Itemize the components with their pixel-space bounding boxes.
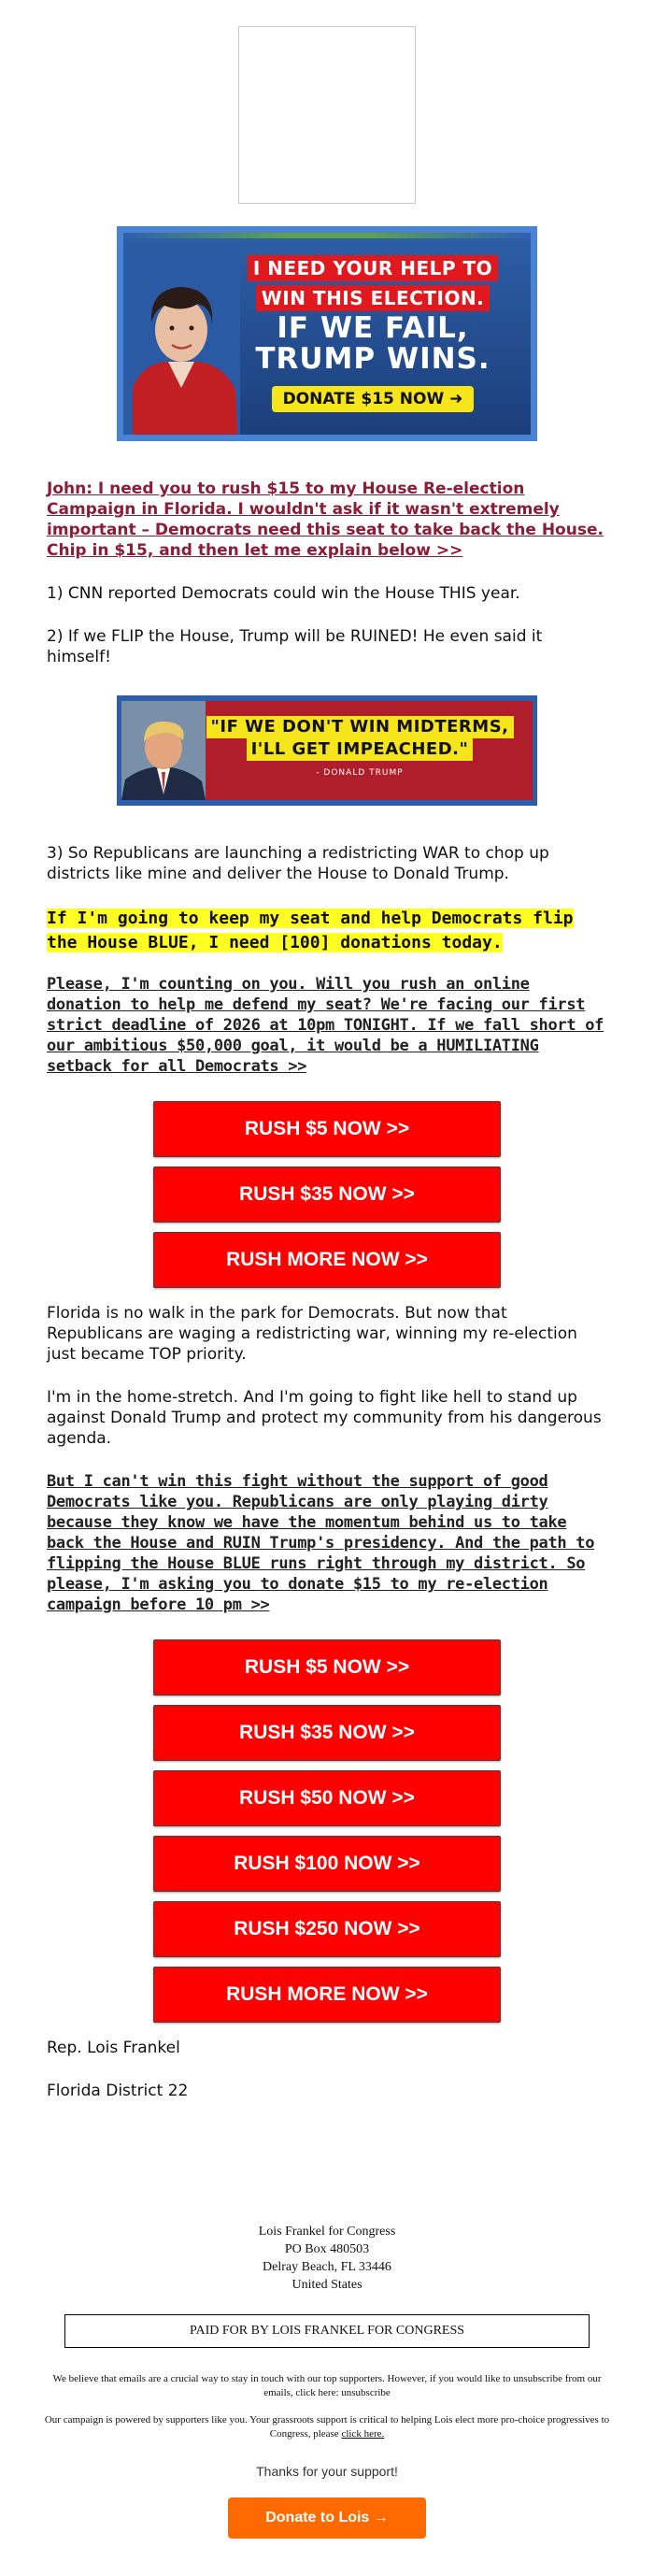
progressive-click-here-link[interactable]: click here.	[341, 2428, 385, 2440]
rush-50-button[interactable]: RUSH $50 NOW >>	[153, 1770, 501, 1826]
hero-banner-link[interactable]	[117, 226, 537, 441]
highlight-paragraph	[47, 907, 607, 955]
letter-content-3	[0, 1303, 654, 1615]
rush-35-button[interactable]: RUSH $35 NOW >>	[153, 1166, 501, 1223]
ask-link-2[interactable]: But I can't win this fight without the support of good Democrats like you. Republicans are only playing dirty because they know we have the momentum behind us to take back the House and RUIN Trump's presidency. And the path to flipping the House BLUE runs right through my district. So please, I'm asking you to donate $15 to my re-election campaign before 10 pm >>	[47, 1472, 595, 1614]
donate-buttons-top	[0, 1101, 654, 1288]
quote-line-2: I'LL GET IMPEACHED."	[247, 738, 474, 761]
donate-buttons-bottom	[0, 1639, 654, 2023]
logo-image-placeholder	[238, 26, 416, 204]
email-footer	[0, 2223, 654, 2539]
progressive-copy: Our campaign is powered by supporters like you. Your grassroots support is critical to helping Lois elect more pro-choice progressives to Congress, please	[44, 2414, 610, 2440]
signature-district: Florida District 22	[47, 2082, 189, 2100]
signature-block	[0, 2038, 654, 2101]
banner-line-2: WIN THIS ELECTION.	[256, 285, 490, 311]
point-3: 3) So Republicans are launching a redistricting WAR to chop up districts like mine and deliver the House to Donald Trump.	[47, 844, 549, 883]
thanks-text: Thanks for your support!	[256, 2464, 398, 2479]
trump-portrait	[121, 701, 206, 800]
trump-quote-panel	[121, 701, 533, 800]
home-stretch-paragraph: I'm in the home-stretch. And I'm going to fight like hell to stand up against Donald Trump and protect my community from his dangerous agenda.	[47, 1388, 602, 1448]
footer-city: Delray Beach, FL 33446	[263, 2260, 391, 2274]
trump-quote-banner[interactable]	[117, 695, 537, 806]
banner-line-4: TRUMP WINS.	[255, 342, 490, 376]
rush-250-button[interactable]: RUSH $250 NOW >>	[153, 1901, 501, 1957]
banner-top-stripe	[123, 233, 531, 238]
banner-donate-pill[interactable]: DONATE $15 NOW ➜	[272, 386, 475, 412]
florida-paragraph: Florida is no walk in the park for Democrats. But now that Republicans are waging a redistricting war, winning my re-election just became TOP priority.	[47, 1304, 577, 1364]
footer-country: United States	[291, 2278, 363, 2292]
mailing-address	[0, 2223, 654, 2294]
rush-100-button[interactable]: RUSH $100 NOW >>	[153, 1836, 501, 1892]
paid-for-disclaimer: PAID FOR BY LOIS FRANKEL FOR CONGRESS	[64, 2314, 590, 2348]
banner-line-1: I NEED YOUR HELP TO	[248, 255, 498, 281]
candidate-portrait	[123, 248, 240, 435]
rush-more-button[interactable]: RUSH MORE NOW >>	[153, 1232, 501, 1288]
footer-org: Lois Frankel for Congress	[258, 2225, 396, 2239]
point-2: 2) If we FLIP the House, Trump will be RUINED! He even said it himself!	[47, 627, 543, 666]
signature-name: Rep. Lois Frankel	[47, 2039, 180, 2057]
ask-link-1[interactable]: Please, I'm counting on you. Will you rush an online donation to help me defend my seat? We're facing our first strict deadline of 2026 at 10pm TONIGHT. If we fall short of our ambitious $50,000 goal, it would be a HUMILIATING setback for all Democrats >>	[47, 975, 604, 1076]
rush-5-button[interactable]: RUSH $5 NOW >>	[153, 1101, 501, 1157]
progressive-text	[42, 2413, 612, 2441]
footer-pobox: PO Box 480503	[284, 2242, 370, 2256]
point-1: 1) CNN reported Democrats could win the House THIS year.	[47, 584, 520, 603]
quote-line-1: "IF WE DON'T WIN MIDTERMS,	[206, 716, 514, 738]
quote-attribution: - DONALD TRUMP	[316, 768, 404, 778]
rush-more-button-2[interactable]: RUSH MORE NOW >>	[153, 1967, 501, 2023]
banner-line-3: IF WE FAIL,	[277, 311, 469, 345]
donate-to-lois-button[interactable]: Donate to Lois →	[228, 2497, 426, 2539]
email-body	[0, 26, 654, 2539]
rush-35-button-2[interactable]: RUSH $35 NOW >>	[153, 1705, 501, 1761]
rush-5-button-2[interactable]: RUSH $5 NOW >>	[153, 1639, 501, 1696]
letter-content-2	[0, 843, 654, 1077]
trump-quote-text	[196, 716, 523, 778]
highlight-text: If I'm going to keep my seat and help Democrats flip the House BLUE, I need [100] donations today.	[47, 909, 574, 952]
letter-content	[0, 479, 654, 667]
intro-donate-link[interactable]: John: I need you to rush $15 to my House Re-election Campaign in Florida. I wouldn't ask if it wasn't extremely important – Democrats need this seat to take back the House. Chip in $15, and then let me explain below >>	[47, 479, 604, 560]
banner-headline	[224, 253, 521, 412]
unsubscribe-text[interactable]: We believe that emails are a crucial way to stay in touch with our top supporters. However, if you would like to unsubscribe from our emails, click here: unsubscribe	[52, 2373, 602, 2398]
